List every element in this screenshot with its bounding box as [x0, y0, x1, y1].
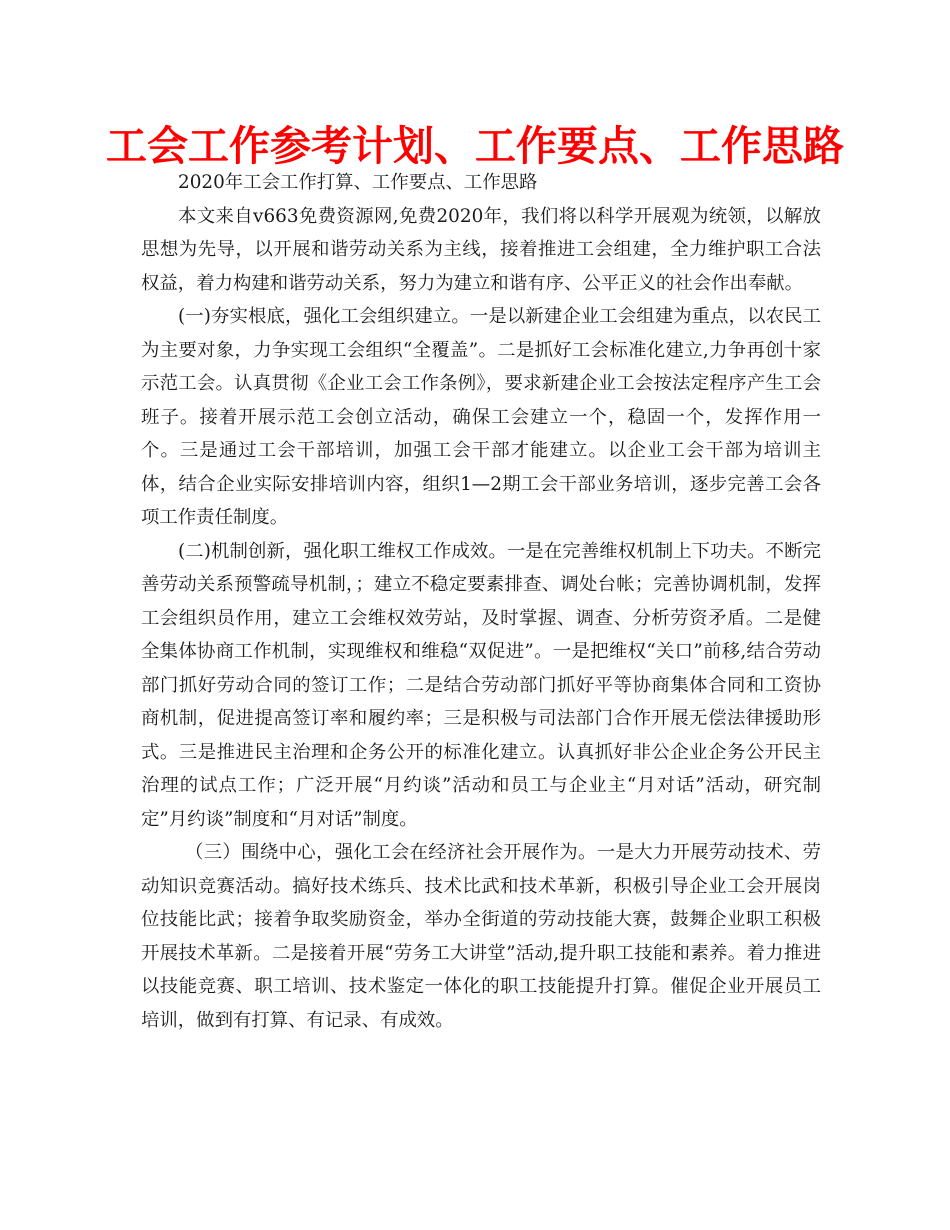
- document-title: 工会工作参考计划、工作要点、工作思路: [106, 122, 844, 170]
- document-body: [141, 166, 821, 1037]
- section-two-paragraph: (二)机制创新，强化职工维权工作成效。一是在完善维权机制上下功夫。不断完善劳动关系预警疏导机制，；建立不稳定要素排查、调处台帐；完善协调机制，发挥工会组织员作用，建立工会维权效劳站，及时掌握、调查、分析劳资矛盾。二是健全集体协商工作机制，实现维权和维稳“双促进”。一是把维权“关口”前移,结合劳动部门抓好劳动合同的签订工作；二是结合劳动部门抓好平等协商集体合同和工资协商机制，促进提高签订率和履约率；三是积极与司法部门合作开展无偿法律援助形式。三是推进民主治理和企务公开的标准化建立。认真抓好非公企业企务公开民主治理的试点工作；广泛开展“月约谈”活动和员工与企业主“月对话”活动，研究制定”月约谈”制度和“月对话”制度。: [141, 540, 821, 830]
- subtitle-paragraph: 2020年工会工作打算、工作要点、工作思路: [178, 172, 538, 193]
- section-three-paragraph: （三）围绕中心，强化工会在经济社会开展作为。一是大力开展劳动技术、劳动知识竞赛活动。搞好技术练兵、技术比武和技术革新，积极引导企业工会开展岗位技能比武；接着争取奖励资金，举办全街道的劳动技能大赛，鼓舞企业职工积极开展技术革新。二是接着开展“劳务工大讲堂”活动,提升职工技能和素养。着力推进以技能竞赛、职工培训、技术鉴定一体化的职工技能提升打算。催促企业开展员工培训，做到有打算、有记录、有成效。: [141, 842, 821, 1031]
- section-one-paragraph: (一)夯实根底，强化工会组织建立。一是以新建企业工会组建为重点，以农民工为主要对象，力争实现工会组织“全覆盖”。二是抓好工会标准化建立,力争再创十家示范工会。认真贯彻《企业工会工作条例》，要求新建企业工会按法定程序产生工会班子。接着开展示范工会创立活动，确保工会建立一个，稳固一个，发挥作用一个。三是通过工会干部培训，加强工会干部才能建立。以企业工会干部为培训主体，结合企业实际安排培训内容，组织1—2期工会干部业务培训，逐步完善工会各项工作责任制度。: [141, 306, 821, 528]
- intro-paragraph: 本文来自v663免费资源网,免费2020年，我们将以科学开展观为统领，以解放思想为先导，以开展和谐劳动关系为主线，接着推进工会组建，全力维护职工合法权益，着力构建和谐劳动关系，努力为建立和谐有序、公平正义的社会作出奉献。: [141, 205, 821, 294]
